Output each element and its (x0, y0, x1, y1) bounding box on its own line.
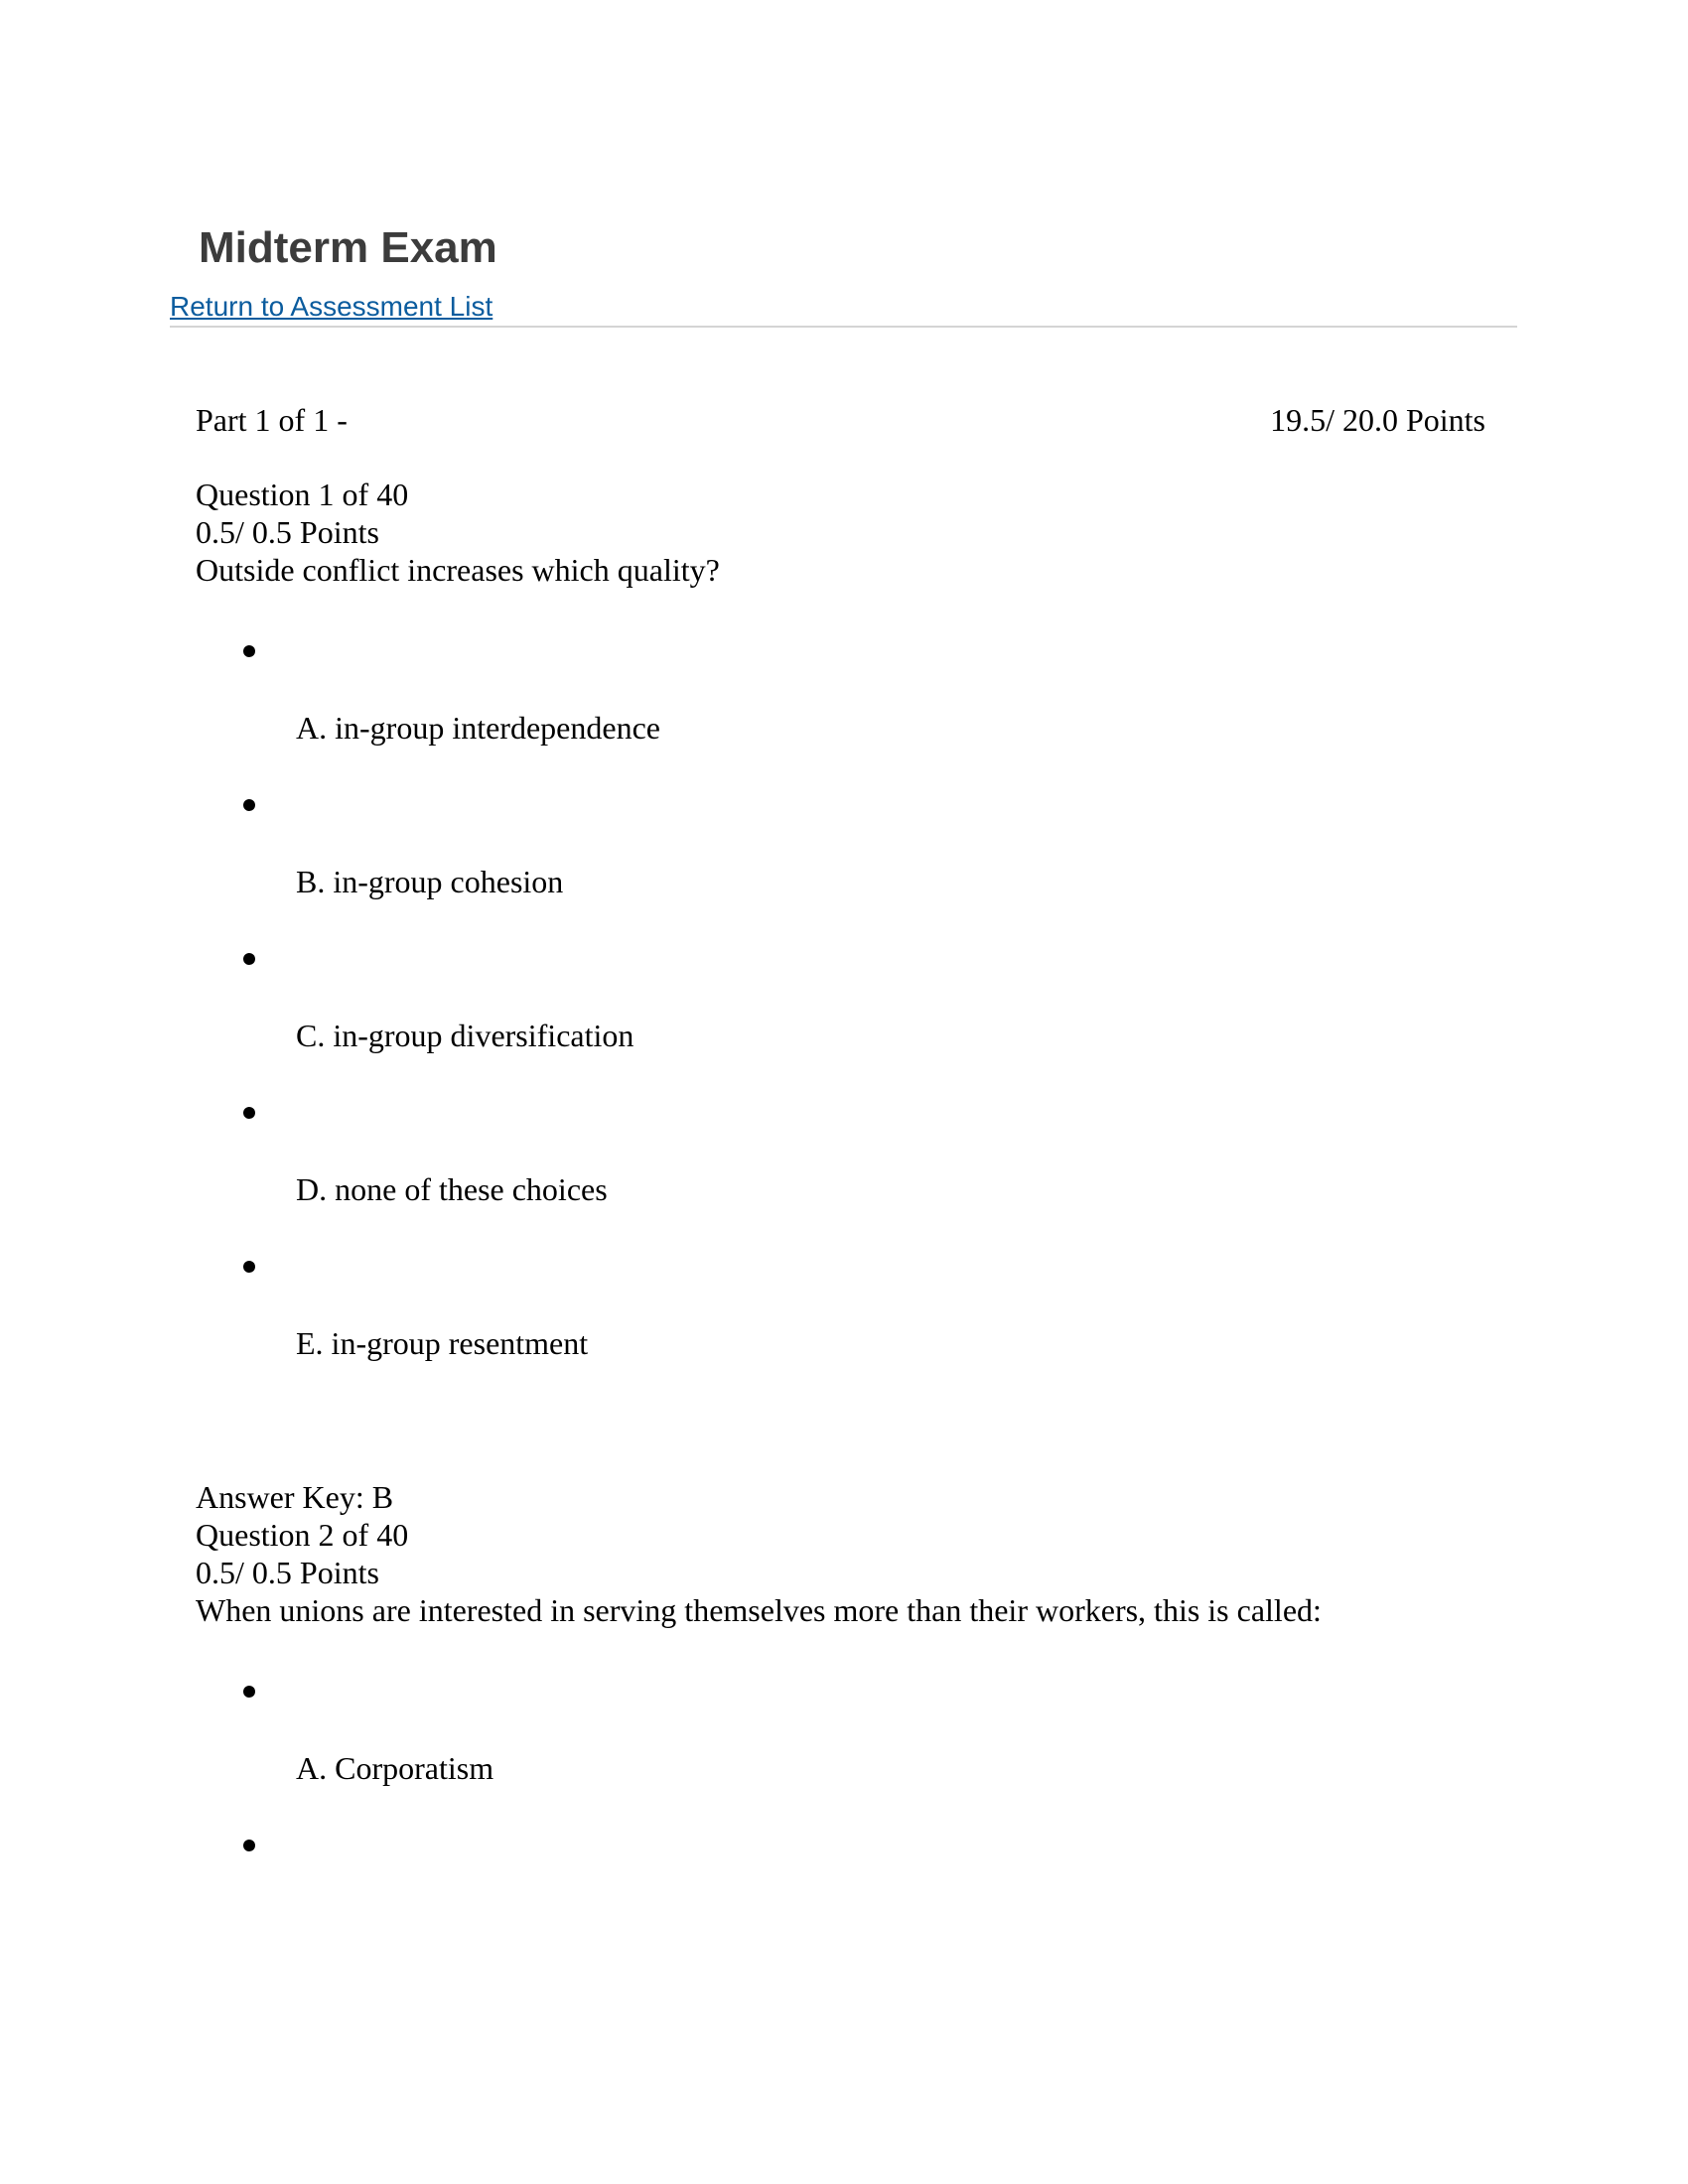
answer-choice: E. in-group resentment (296, 1325, 589, 1361)
part-points: 19.5/ 20.0 Points (1270, 402, 1485, 438)
answer-choice: A. Corporatism (296, 1750, 494, 1786)
choice-bullet (243, 1840, 255, 1851)
choice-bullet (243, 799, 255, 811)
answer-key: Answer Key: B (196, 1479, 394, 1515)
answer-choice: C. in-group diversification (296, 1018, 634, 1053)
answer-choice: A. in-group interdependence (296, 710, 660, 746)
answer-choice: D. none of these choices (296, 1171, 608, 1207)
choice-bullet (243, 1261, 255, 1273)
question-number: Question 1 of 40 (196, 477, 409, 512)
return-to-assessment-list-link[interactable]: Return to Assessment List (170, 291, 493, 322)
question-points: 0.5/ 0.5 Points (196, 514, 379, 550)
answer-choice: B. in-group cohesion (296, 864, 564, 899)
part-label: Part 1 of 1 - (196, 402, 348, 438)
choice-bullet (243, 953, 255, 965)
question-text: Outside conflict increases which quality? (196, 552, 720, 588)
choice-bullet (243, 1686, 255, 1698)
choice-bullet (243, 1107, 255, 1119)
question-number: Question 2 of 40 (196, 1517, 409, 1553)
choice-bullet (243, 645, 255, 657)
question-points: 0.5/ 0.5 Points (196, 1555, 379, 1590)
page-title: Midterm Exam (199, 223, 497, 272)
header-divider (170, 326, 1517, 328)
question-text: When unions are interested in serving themselves more than their workers, this is called: (196, 1592, 1322, 1628)
